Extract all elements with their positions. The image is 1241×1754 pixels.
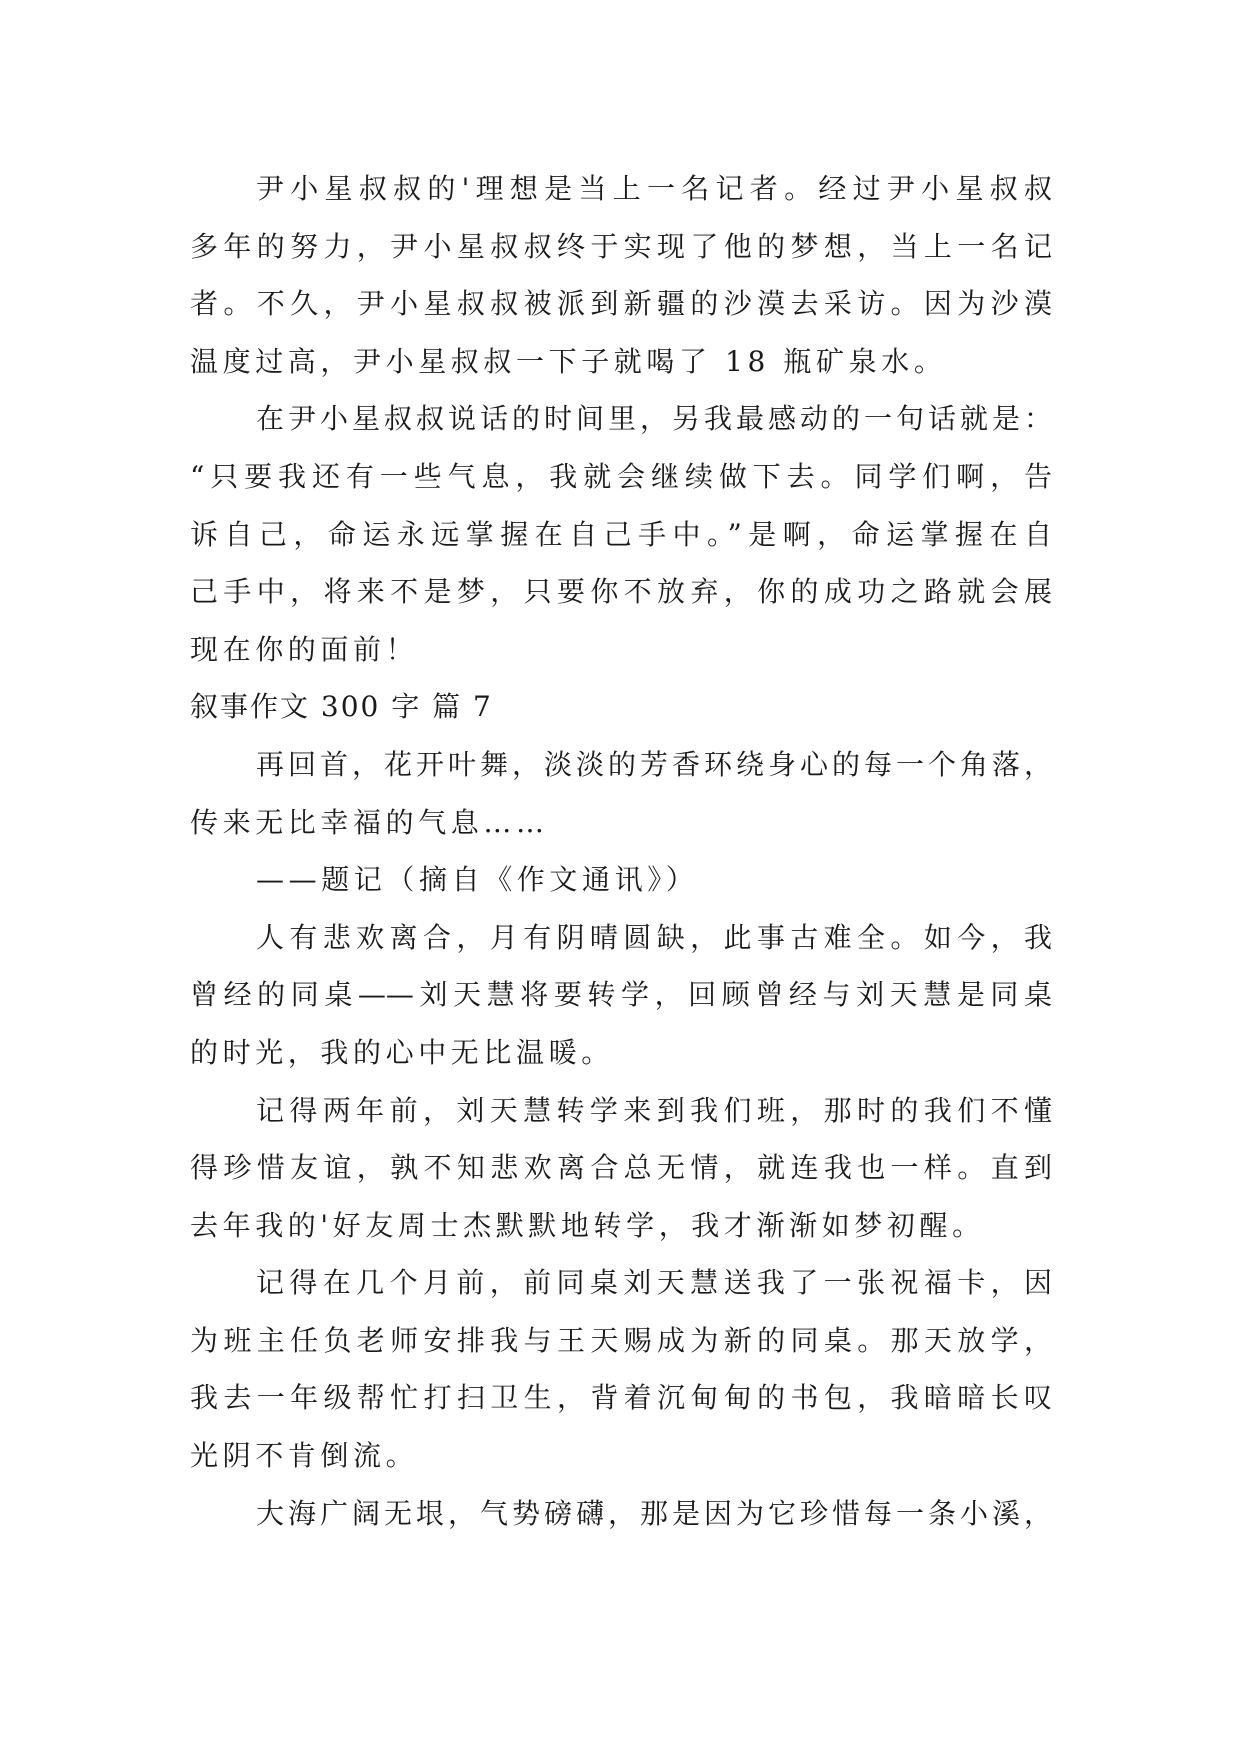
paragraph-line: 在尹小星叔叔说话的时间里，另我最感动的一句话就是：	[256, 402, 1052, 436]
paragraph-line: 记得两年前，刘天慧转学来到我们班，那时的我们不懂	[256, 1093, 1052, 1127]
paragraph-line: 大海广阔无垠，气势磅礴，那是因为它珍惜每一条小溪，	[256, 1496, 1052, 1530]
paragraph-line: 诉自己，命运永远掌握在自己手中。”是啊，命运掌握在自	[190, 517, 1052, 551]
paragraph-line: 得珍惜友谊，孰不知悲欢离合总无情，就连我也一样。直到	[190, 1151, 1052, 1185]
paragraph-line: 再回首，花开叶舞，淡淡的芳香环绕身心的每一个角落，	[256, 747, 1052, 781]
paragraph-line: 为班主任负老师安排我与王天赐成为新的同桌。那天放学，	[190, 1323, 1052, 1357]
paragraph-line: 记得在几个月前，前同桌刘天慧送我了一张祝福卡，因	[256, 1266, 1052, 1300]
paragraph-line: 我去一年级帮忙打扫卫生，背着沉甸甸的书包，我暗暗长叹	[190, 1381, 1052, 1415]
paragraph-line: 温度过高，尹小星叔叔一下子就喝了 18 瓶矿泉水。	[190, 344, 947, 378]
paragraph-line: 己手中，将来不是梦，只要你不放弃，你的成功之路就会展	[190, 575, 1052, 609]
paragraph-line: 尹小星叔叔的'理想是当上一名记者。经过尹小星叔叔	[256, 172, 1052, 205]
paragraph-line: 去年我的'好友周士杰默默地转学，我才渐渐如梦初醒。	[190, 1208, 985, 1242]
document-body	[190, 160, 1052, 1542]
paragraph-line: 者。不久，尹小星叔叔被派到新疆的沙漠去采访。因为沙漠	[190, 287, 1052, 321]
paragraph-line: 人有悲欢离合，月有阴晴圆缺，此事古难全。如今，我	[256, 920, 1052, 954]
paragraph-line: 曾经的同桌——刘天慧将要转学，回顾曾经与刘天慧是同桌	[190, 978, 1052, 1012]
section-heading: 叙事作文 300 字 篇 7	[190, 690, 493, 724]
paragraph-line: 传来无比幸福的气息……	[190, 805, 549, 839]
paragraph-line: 光阴不肯倒流。	[190, 1439, 419, 1473]
paragraph-line: 的时光，我的心中无比温暖。	[190, 1035, 614, 1069]
paragraph-line: 现在你的面前！	[190, 632, 419, 666]
epigraph-line: ——题记（摘自《作文通讯》）	[256, 863, 699, 897]
paragraph-line: “只要我还有一些气息，我就会继续做下去。同学们啊，告	[190, 459, 1052, 493]
paragraph-line: 多年的努力，尹小星叔叔终于实现了他的梦想，当上一名记	[190, 229, 1052, 263]
